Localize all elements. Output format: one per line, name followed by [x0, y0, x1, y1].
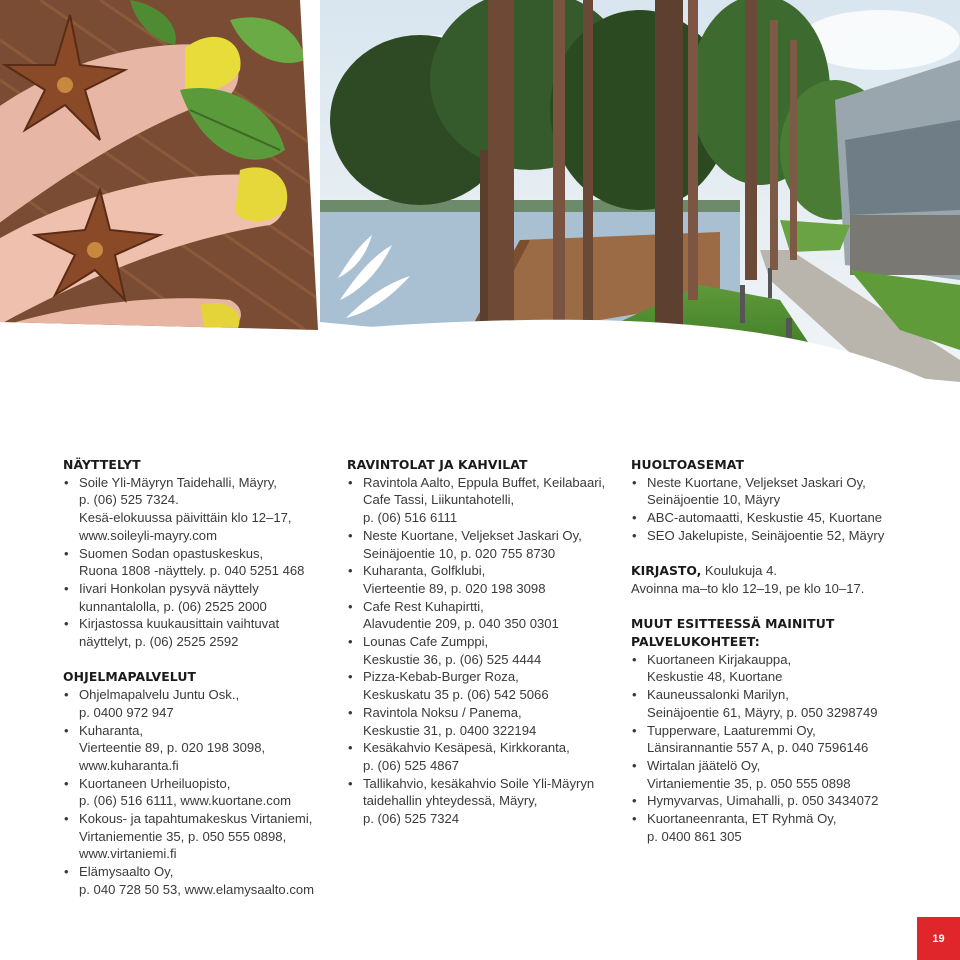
list-item	[631, 686, 931, 721]
list-item	[63, 474, 333, 545]
list-line: • Kesäkahvio Kesäpesä, Kirkkoranta,	[363, 740, 570, 756]
list-line: • Soile Yli-Mäyryn Taidehalli, Mäyry,	[79, 474, 277, 490]
list-item	[347, 633, 622, 668]
list-item	[631, 527, 931, 545]
list-line: www.kuharanta.fi	[79, 757, 179, 773]
restaurants-heading: RAVINTOLAT JA KAHVILAT	[347, 457, 528, 472]
list-item	[63, 615, 333, 650]
list-line: Kesä-elokuussa päivittäin klo 12–17,	[79, 510, 292, 526]
list-line: Alavudentie 209, p. 040 350 0301	[363, 616, 559, 632]
list-line: Keskustie 31, p. 0400 322194	[363, 722, 537, 738]
list-line: www.soileyli-mayry.com	[79, 527, 217, 543]
list-item	[63, 545, 333, 580]
list-line: taidehallin yhteydessä, Mäyry,	[363, 793, 538, 809]
list-item	[347, 668, 622, 703]
list-line: Länsirannantie 557 A, p. 040 7596146	[647, 740, 869, 756]
list-item	[63, 810, 333, 863]
list-line: • ABC-automaatti, Keskustie 45, Kuortane	[647, 510, 883, 526]
program-services-heading: OHJELMAPALVELUT	[63, 669, 197, 685]
nail-art-photo	[0, 0, 320, 345]
library-info	[631, 562, 931, 580]
service-stations-list	[631, 474, 931, 545]
list-line: Seinäjoentie 10, p. 020 755 8730	[363, 545, 556, 561]
list-line: p. 040 728 50 53, www.elamysaalto.com	[79, 881, 315, 897]
list-line: Virtaniementie 35, p. 050 555 0898,	[79, 828, 287, 844]
list-line: • Kuortaneen Kirjakauppa,	[647, 651, 792, 667]
restaurants-list	[347, 474, 622, 828]
list-line: • Kauneussalonki Marilyn,	[647, 687, 789, 703]
list-line: • Tallikahvio, kesäkahvio Soile Yli-Mäyryn	[363, 775, 595, 791]
other-services-heading-line-1: MUUT ESITTEESSÄ MAINITUT	[631, 616, 835, 632]
exhibitions-heading: NÄYTTELYT	[63, 457, 141, 472]
list-item	[631, 810, 931, 845]
list-line: • Kuharanta, Golfklubi,	[363, 563, 486, 579]
list-item	[347, 598, 622, 633]
list-line: • Ravintola Noksu / Panema,	[363, 704, 522, 720]
list-item	[631, 792, 931, 810]
list-line: Keskustie 36, p. (06) 525 4444	[363, 651, 542, 667]
list-item	[347, 775, 622, 828]
list-item	[347, 562, 622, 597]
list-line: Vierteentie 89, p. 020 198 3098	[363, 580, 546, 596]
list-line: • Cafe Rest Kuhapirtti,	[363, 598, 484, 614]
list-line: • Pizza-Kebab-Burger Roza,	[363, 669, 519, 685]
list-line: • Iivari Honkolan pysyvä näyttely	[79, 580, 259, 596]
list-item	[347, 474, 622, 527]
list-line: • Neste Kuortane, Veljekset Jaskari Oy,	[363, 527, 582, 543]
service-stations-heading: HUOLTOASEMAT	[631, 457, 745, 472]
list-line: p. (06) 525 7324	[363, 811, 460, 827]
list-line: p. (06) 516 6111, www.kuortane.com	[79, 793, 292, 809]
list-line: • Ohjelmapalvelu Juntu Osk.,	[79, 687, 240, 703]
page-number-badge: 19	[917, 917, 960, 960]
list-line: p. (06) 525 4867	[363, 757, 460, 773]
list-line: Virtaniementie 35, p. 050 555 0898	[647, 775, 851, 791]
library-label: KIRJASTO,	[631, 563, 702, 579]
library-hours: Avoinna ma–to klo 12–19, pe klo 10–17.	[631, 580, 865, 596]
list-line: p. 0400 972 947	[79, 704, 174, 720]
column-exhibitions-programs	[63, 456, 333, 899]
other-services-list	[631, 651, 931, 846]
list-line: Vierteentie 89, p. 020 198 3098,	[79, 740, 266, 756]
list-line: Keskuskatu 35 p. (06) 542 5066	[363, 687, 549, 703]
list-line: p. 0400 861 305	[647, 828, 742, 844]
list-line: • Kuortaneen Urheiluopisto,	[79, 775, 231, 791]
program-services-list	[63, 686, 333, 898]
list-line: • Kokous- ja tapahtumakeskus Virtaniemi,	[79, 811, 313, 827]
list-line: • SEO Jakelupiste, Seinäjoentie 52, Mäyry	[647, 527, 885, 543]
list-item	[631, 474, 931, 509]
list-item	[631, 722, 931, 757]
photo-collage-graphic	[0, 0, 960, 420]
list-line: • Ravintola Aalto, Eppula Buffet, Keilabaari,	[363, 474, 606, 490]
list-item	[631, 651, 931, 686]
list-line: • Tupperware, Laaturemmi Oy,	[647, 722, 816, 738]
column-restaurants-cafes	[347, 456, 622, 828]
list-line: • Hymyvarvas, Uimahalli, p. 050 3434072	[647, 793, 879, 809]
list-line: Ruona 1808 -näyttely. p. 040 5251 468	[79, 563, 305, 579]
list-line: p. (06) 525 7324.	[79, 492, 179, 508]
list-item	[63, 722, 333, 775]
exhibitions-list	[63, 474, 333, 651]
list-line: • Elämysaalto Oy,	[79, 864, 174, 880]
list-item	[347, 704, 622, 739]
list-item	[631, 757, 931, 792]
list-line: • Kuharanta,	[79, 722, 144, 738]
list-line: • Kirjastossa kuukausittain vaihtuvat	[79, 616, 280, 632]
list-line: Cafe Tassi, Liikuntahotelli,	[363, 492, 515, 508]
library-address: Koulukuja 4.	[701, 563, 778, 579]
list-line: • Suomen Sodan opastuskeskus,	[79, 545, 264, 561]
list-line: • Lounas Cafe Zumppi,	[363, 634, 489, 650]
list-item	[631, 509, 931, 527]
list-line: Keskustie 48, Kuortane	[647, 669, 783, 685]
list-line: kunnantalolla, p. (06) 2525 2000	[79, 598, 267, 614]
list-item	[63, 580, 333, 615]
other-services-heading-line-2: PALVELUKOHTEET:	[631, 634, 760, 649]
header-photo-collage	[0, 0, 960, 420]
list-line: • Wirtalan jäätelö Oy,	[647, 757, 761, 773]
other-services-heading	[631, 615, 931, 650]
list-line: p. (06) 516 6111	[363, 510, 458, 526]
list-line: www.virtaniemi.fi	[79, 846, 177, 862]
list-item	[63, 686, 333, 721]
list-line: • Neste Kuortane, Veljekset Jaskari Oy,	[647, 474, 866, 490]
list-item	[347, 739, 622, 774]
list-line: Seinäjoentie 61, Mäyry, p. 050 3298749	[647, 704, 878, 720]
list-item	[347, 527, 622, 562]
list-line: Seinäjoentie 10, Mäyry	[647, 492, 781, 508]
list-line: näyttelyt, p. (06) 2525 2592	[79, 634, 239, 650]
list-item	[63, 863, 333, 898]
column-services	[631, 456, 931, 845]
list-line: • Kuortaneenranta, ET Ryhmä Oy,	[647, 811, 837, 827]
list-item	[63, 775, 333, 810]
